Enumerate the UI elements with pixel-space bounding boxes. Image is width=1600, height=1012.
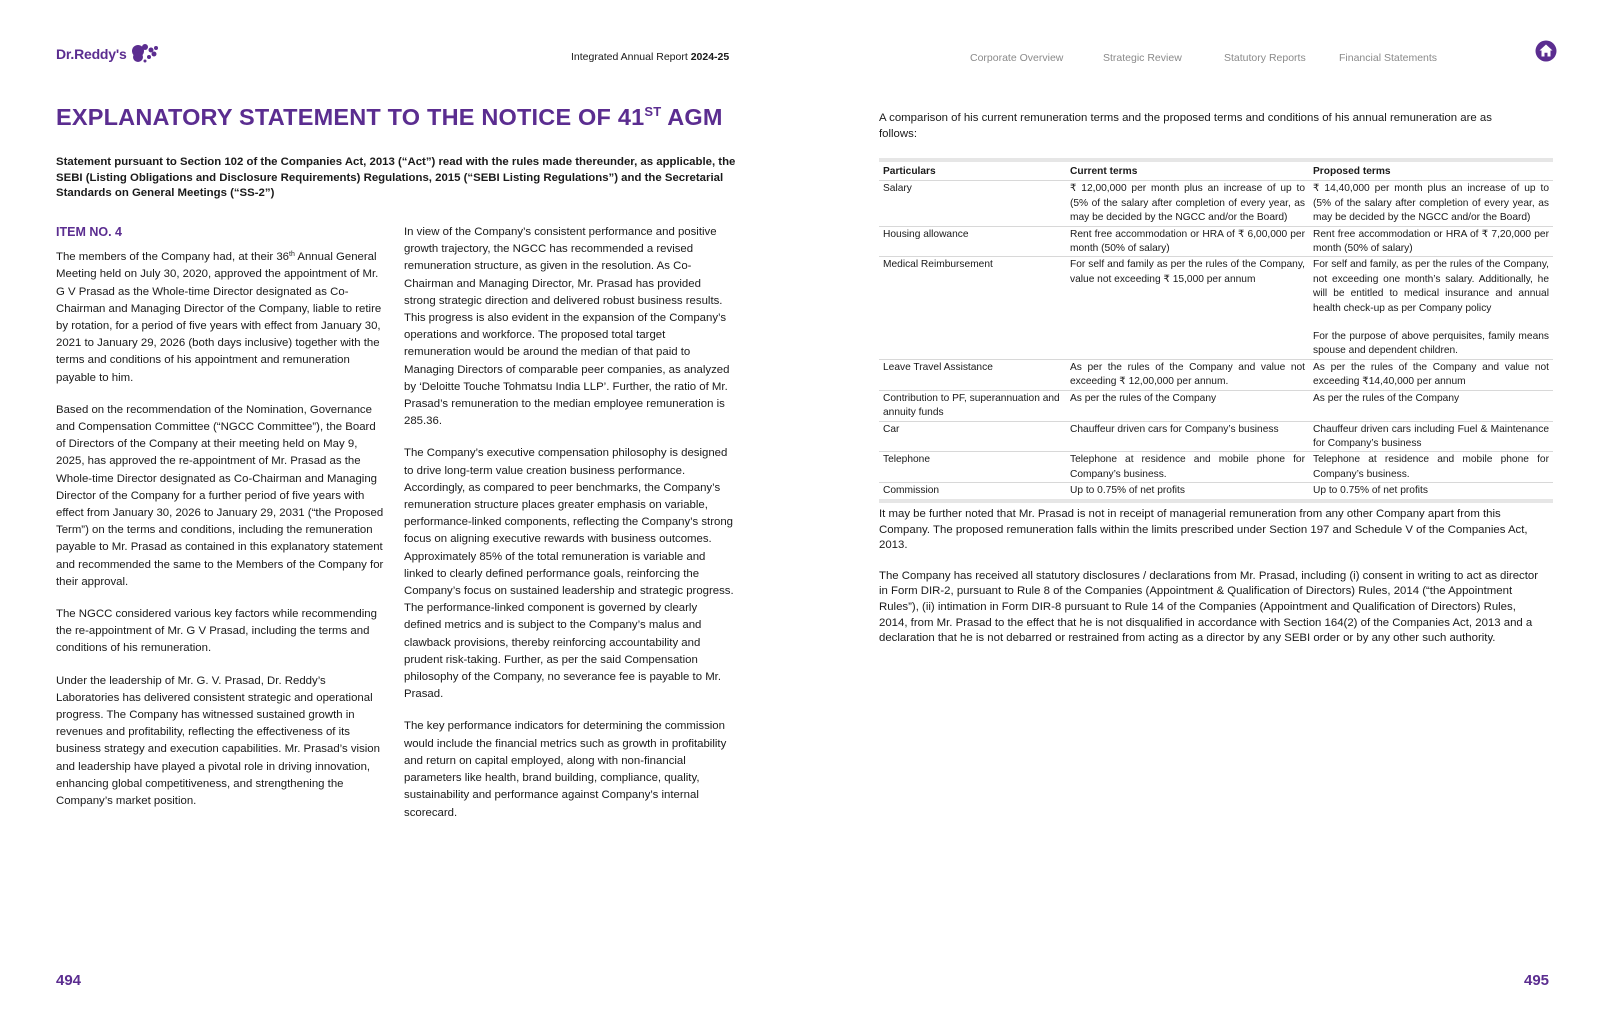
paragraph-ngcc: The NGCC considered various key factors while recommending the re-appointment of Mr. G V Prasad, including the terms and conditions of his remuneration. bbox=[56, 608, 377, 655]
medical-family-note: For the purpose of above perquisites, family means spouse and dependent children. bbox=[1313, 331, 1549, 357]
company-logo[interactable] bbox=[56, 42, 161, 66]
table-cell: Contribution to PF, superannuation and annuity funds bbox=[879, 390, 1066, 421]
table-row bbox=[879, 226, 1553, 257]
table-cell: Commission bbox=[883, 485, 940, 497]
table-cell: As per the rules of the Company bbox=[1066, 390, 1309, 421]
statutory-statement: Statement pursuant to Section 102 of the Companies Act, 2013 (“Act”) read with the rules made thereunder, as applicable, the SEBI (Listing Obligations and Disclosure Requirements) Regulations, 2015 (“SEBI Listing Regulations”) and the Secretarial Standards on General Meetings (“SS-2”) bbox=[56, 156, 736, 200]
table-cell: As per the rules of the Company bbox=[1309, 390, 1553, 421]
table-cell: Salary bbox=[879, 181, 1066, 226]
table-cell: Leave Travel Assistance bbox=[879, 359, 1066, 390]
table-intro: A comparison of his current remuneration terms and the proposed terms and conditions of his annual remuneration are as follows: bbox=[879, 112, 1492, 140]
left-column-2 bbox=[404, 224, 734, 837]
table-row bbox=[879, 257, 1553, 359]
table-cell: As per the rules of the Company and value not exceeding ₹14,40,000 per annum bbox=[1309, 359, 1553, 390]
table-cell: Medical Reimbursement bbox=[879, 257, 1066, 359]
table-row bbox=[879, 359, 1553, 390]
paragraph-remuneration-structure: In view of the Company’s consistent performance and positive growth trajectory, the NGCC has recommended a revised remuneration structure, as given in the resolution. As Co-Chairman and Managing Director, Mr. Prasad has provided strong strategic direction and delivered robust business results. This progress is also evident in the expansion of the Company’s operations and workforce. The proposed total target remuneration would be around the median of that paid to Managing Directors of comparable peer companies, as analyzed by ‘Deloitte Touche Tohmatsu India LLP’. Further, the ratio of Mr. Prasad’s remuneration to the median employee remuneration is 285.36. bbox=[404, 226, 730, 428]
table-header-row bbox=[879, 160, 1553, 181]
table-cell: For self and family as per the rules of the Company, value not exceeding ₹ 15,000 per annum bbox=[1066, 257, 1309, 359]
table-cell: Rent free accommodation or HRA of ₹ 6,00,000 per month (50% of salary) bbox=[1066, 226, 1309, 257]
heading-main: EXPLANATORY STATEMENT TO THE NOTICE OF 41 bbox=[56, 104, 645, 130]
heading-superscript: ST bbox=[644, 104, 662, 119]
table-row bbox=[879, 390, 1553, 421]
table-cell: Telephone at residence and mobile phone for Company’s business. bbox=[1309, 452, 1553, 483]
page-number-left: 494 bbox=[56, 972, 82, 989]
left-column-1 bbox=[56, 224, 386, 825]
report-year: 2024-25 bbox=[690, 51, 730, 63]
right-page-body bbox=[879, 507, 1539, 662]
header-particulars: Particulars bbox=[879, 160, 1066, 181]
paragraph-reappointment: Based on the recommendation of the Nomination, Governance and Compensation Committee (“NGCC Committee”), the Board of Directors of the Company at their meeting held on May 9, 2025, has approved the re-appointment of Mr. Prasad as the Whole-time Director designated as Co-Chairman and Managing Director of the Company for a further period of five years with effect from January 30, 2026 to January 29, 2031 (“the Proposed Term”) on the terms and conditions, including the remuneration payable to Mr. Prasad as contained in this explanatory statement and recommended the same to the Members of the Company for their approval. bbox=[56, 403, 384, 588]
table-cell: Rent free accommodation or HRA of ₹ 7,20,000 per month (50% of salary) bbox=[1309, 226, 1553, 257]
table-cell: Chauffeur driven cars for Company’s business bbox=[1066, 421, 1309, 452]
report-title-text: Integrated Annual Report bbox=[571, 51, 688, 63]
table-cell: Up to 0.75% of net profits bbox=[1313, 485, 1428, 497]
paragraph-leadership: Under the leadership of Mr. G. V. Prasad, Dr. Reddy’s Laboratories has delivered consistent strategic and operational progress. The Company has witnessed sustained growth in revenues and profitability, reflecting the effectiveness of its business strategy and execution capabilities. Mr. Prasad’s vision and leadership have played a pivotal role in driving innovation, enhancing global competitiveness, and strengthening the Company’s market position. bbox=[56, 674, 380, 808]
nav-strategic-review[interactable]: Strategic Review bbox=[1103, 52, 1182, 64]
table-row bbox=[879, 181, 1553, 226]
p1-text-b: Annual General Meeting held on July 30, 2020, approved the appointment of Mr. G V Prasad as the Whole-time Director designated as Co-Chairman and Managing Director of the Company, liable to retire by rotation, for a period of five years with effect from January 30, 2021 to January 29, 2026 (both days inclusive) together with the terms and conditions of his appointment and remuneration payable to him. bbox=[56, 251, 382, 384]
table-cell: Up to 0.75% of net profits bbox=[1070, 485, 1185, 497]
header-proposed-terms: Proposed terms bbox=[1309, 160, 1553, 181]
table-cell: Car bbox=[879, 421, 1066, 452]
page-number-right: 495 bbox=[1524, 972, 1550, 989]
paragraph-appointment bbox=[56, 246, 386, 387]
table-row bbox=[879, 452, 1553, 483]
nav-corporate-overview[interactable]: Corporate Overview bbox=[970, 52, 1064, 64]
header-current-terms: Current terms bbox=[1066, 160, 1309, 181]
table-cell: Housing allowance bbox=[879, 226, 1066, 257]
table-cell: ₹ 14,40,000 per month plus an increase of up to (5% of the salary after completion of every year, as may be decided by the NGCC and/or the Board) bbox=[1309, 181, 1553, 226]
p1-text-a: The members of the Company had, at their 36 bbox=[56, 251, 289, 264]
paragraph-kpi: The key performance indicators for determining the commission would include the financial metrics such as growth in profitability and return on capital employed, along with non-financial parameters like health, brand building, compliance, quality, sustainability and performance against Company’s internal scorecard. bbox=[404, 720, 727, 819]
table-row bbox=[879, 421, 1553, 452]
report-title bbox=[571, 51, 729, 63]
table-row bbox=[879, 483, 1553, 501]
paragraph-compensation-philosophy: The Company’s executive compensation philosophy is designed to drive long-term value creation business performance. Accordingly, as compared to peer benchmarks, the Company’s remuneration structure places greater emphasis on variable, performance-linked components, reflecting the Company’s strong focus on aligning executive rewards with business outcomes. Approximately 85% of the total remuneration is variable and linked to clearly defined performance goals, reinforcing the Company’s focus on sustained leadership and strategic progress. The performance-linked component is governed by clearly defined metrics and is subject to the Company’s malus and clawback provisions, thereby reinforcing accountability and prudent risk-taking. Further, as per the said Compensation philosophy of the Company, no severance fee is payable to Mr. Prasad. bbox=[404, 447, 734, 701]
heading-end: AGM bbox=[661, 104, 723, 130]
page-heading bbox=[56, 104, 723, 131]
paragraph-statutory-disclosures: The Company has received all statutory disclosures / declarations from Mr. Prasad, including (i) consent in writing to act as director in Form DIR-2, pursuant to Rule 8 of the Companies (Appointment & Qualification of Directors) Rules, 2014 (“the Appointment Rules”), (ii) intimation in Form DIR-8 pursuant to Rule 14 of the Companies (Appointment and Qualification of Directors) Rules, 2014, from Mr. Prasad to the effect that he is not disqualified in accordance with Section 164(2) of the Companies Act, 2013 and a declaration that he is not debarred or restrained from acting as a director by any SEBI order or by any other such authority. bbox=[879, 569, 1539, 645]
item-title: ITEM NO. 4 bbox=[56, 225, 122, 239]
remuneration-table bbox=[879, 158, 1553, 503]
nav-financial-statements[interactable]: Financial Statements bbox=[1339, 52, 1438, 64]
nav-statutory-reports[interactable]: Statutory Reports bbox=[1224, 52, 1306, 64]
table-cell: Telephone bbox=[879, 452, 1066, 483]
p1-sup: th bbox=[289, 251, 295, 259]
logo-text: Dr.Reddy's bbox=[56, 46, 127, 62]
logo-mark-icon bbox=[131, 42, 161, 66]
table-cell: ₹ 12,00,000 per month plus an increase of up to (5% of the salary after completion of every year, as may be decided by the NGCC and/or the Board) bbox=[1066, 181, 1309, 226]
table-cell-medical bbox=[1309, 257, 1553, 359]
table-cell: As per the rules of the Company and value not exceeding ₹ 12,00,000 per annum. bbox=[1066, 359, 1309, 390]
table-cell: Chauffeur driven cars including Fuel & Maintenance for Company’s business bbox=[1309, 421, 1553, 452]
home-icon[interactable] bbox=[1535, 40, 1557, 62]
paragraph-managerial-remuneration: It may be further noted that Mr. Prasad is not in receipt of managerial remuneration from any other Company apart from this Company. The proposed remuneration falls within the limits prescribed under Section 197 and Schedule V of the Companies Act, 2013. bbox=[879, 508, 1528, 552]
table-cell: Telephone at residence and mobile phone for Company’s business. bbox=[1066, 452, 1309, 483]
medical-proposed-text: For self and family, as per the rules of the Company, not exceeding one month’s salary. Additionally, he will be entitled to medical insurance and annual health check-up as per Company policy bbox=[1313, 259, 1549, 314]
